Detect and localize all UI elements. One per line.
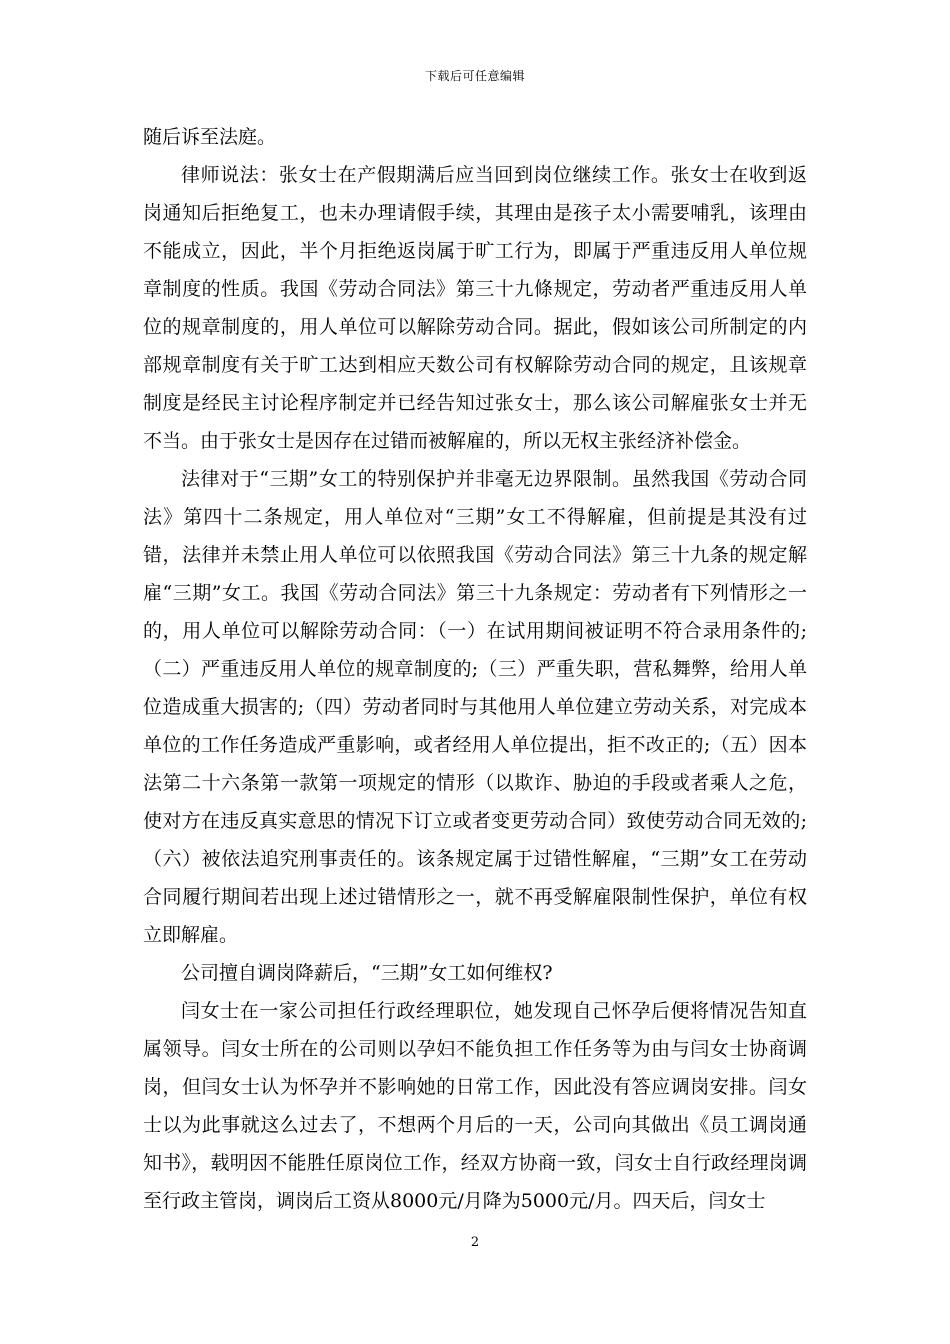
paragraph-case-yan: 闫女士在一家公司担任行政经理职位，她发现自己怀孕后便将情况告知直属领导。闫女士所在的公司则以孕妇不能负担工作任务等为由与闫女士协商调岗，但闫女士认为怀孕并不影响她的日常工作，因此没有答应调岗安排。闫女士以为此事就这么过去了，不想两个月后的一天，公司向其做出《员工调岗通知书》，载明因不能胜任原岗位工作，经双方协商一致，闫女士自行政经理岗调至行政主管岗，调岗后工资从8000元/月降为5000元/月。四天后，闫女士 [143, 1000, 807, 1212]
document-body [143, 118, 807, 1220]
paragraph-lawyer-opinion: 律师说法：张女士在产假期满后应当回到岗位继续工作。张女士在收到返岗通知后拒绝复工，也未办理请假手续，其理由是孩子太小需要哺乳，该理由不能成立，因此，半个月拒绝返岗属于旷工行为，即属于严重违反用人单位规章制度的性质。我国《劳动合同法》第三十九條规定，劳动者严重违反用人单位的规章制度的，用人单位可以解除劳动合同。据此，假如该公司所制定的内部规章制度有关于旷工达到相应天数公司有权解除劳动合同的规定，且该规章制度是经民主讨论程序制定并已经告知过张女士，那么该公司解雇张女士并无不当。由于张女士是因存在过错而被解雇的，所以无权主张经济补偿金。 [143, 164, 807, 452]
page-number: 2 [470, 1235, 480, 1250]
paragraph-legal-protection: 法律对于“三期”女工的特别保护并非毫无边界限制。虽然我国《劳动合同法》第四十二条规定，用人单位对“三期”女工不得解雇，但前提是其没有过错，法律并未禁止用人单位可以依照我国《劳动合同法》第三十九条的规定解雇“三期”女工。我国《劳动合同法》第三十九条规定：劳动者有下列情形之一的，用人单位可以解除劳动合同：（一）在试用期间被证明不符合录用条件的;（二）严重违反用人单位的规章制度的;（三）严重失职，营私舞弊，给用人单位造成重大损害的;（四）劳动者同时与其他用人单位建立劳动关系，对完成本单位的工作任务造成严重影响，或者经用人单位提出，拒不改正的;（五）因本法第二十六条第一款第一项规定的情形（以欺诈、胁迫的手段或者乘人之危，使对方在违反真实意思的情况下订立或者变更劳动合同）致使劳动合同无效的;（六）被依法追究刑事责任的。该条规定属于过错性解雇，“三期”女工在劳动合同履行期间若出现上述过错情形之一，就不再受解雇限制性保护，单位有权立即解雇。 [143, 468, 807, 946]
paragraph-section-question: 公司擅自调岗降薪后，“三期”女工如何维权? [181, 962, 553, 984]
page-header: 下载后可任意编辑 [424, 69, 525, 83]
paragraph-continuation: 随后诉至法庭。 [143, 126, 277, 148]
